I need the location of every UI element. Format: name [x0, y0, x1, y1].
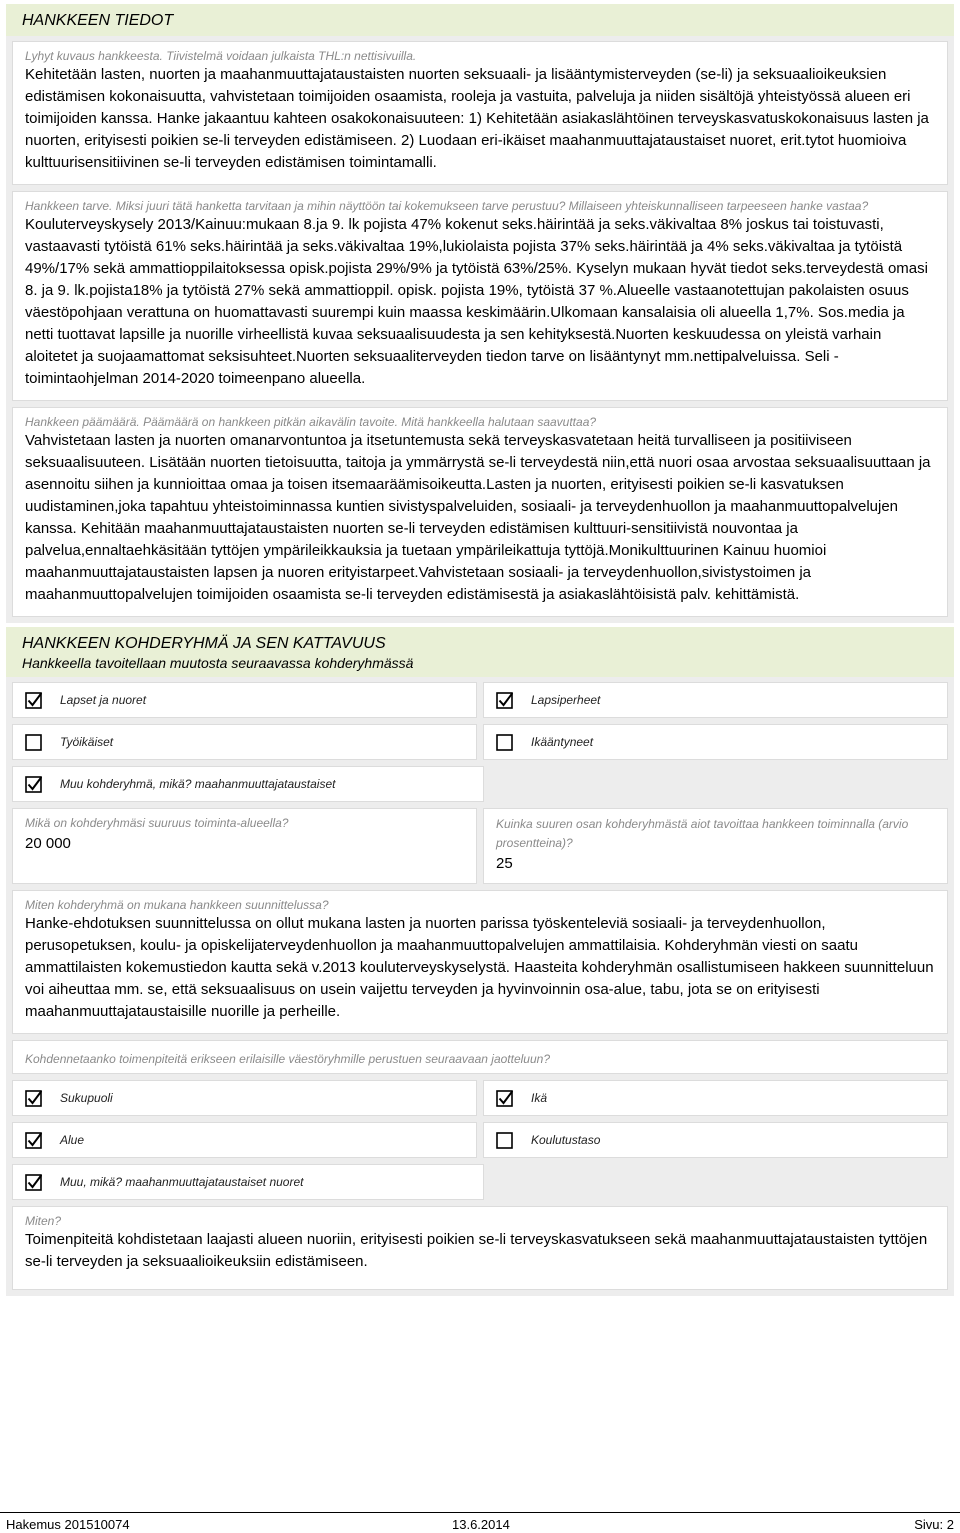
checkbox-label: Työikäiset	[60, 735, 114, 749]
section-header-kohderyhma	[6, 627, 954, 677]
group-muu[interactable]	[12, 1164, 484, 1200]
goal-field	[12, 407, 948, 617]
summary-field	[12, 41, 948, 185]
groups-label: Kohdennetaanko toimenpiteitä erikseen erilaisille väestöryhmille perustuen seuraavaan jaotteluun?	[25, 1052, 550, 1066]
checkbox-empty-icon[interactable]	[25, 734, 42, 751]
target-reach-label: Kuinka suuren osan kohderyhmästä aiot tavoittaa hankkeen toiminnalla (arvio prosentteina)?	[496, 817, 909, 850]
target-reach-field	[483, 808, 948, 884]
target-tyoikaiset[interactable]	[12, 724, 477, 760]
checkbox-checked-icon[interactable]	[25, 692, 42, 709]
section-body-kohderyhma	[6, 677, 954, 1296]
checkbox-checked-icon[interactable]	[25, 1174, 42, 1191]
footer-application-id: Hakemus 201510074	[6, 1517, 130, 1532]
target-size-field	[12, 808, 477, 884]
need-field	[12, 191, 948, 401]
section-title: HANKKEEN KOHDERYHMÄ JA SEN KATTAVUUS	[22, 635, 386, 652]
footer-page-number: Sivu: 2	[914, 1517, 954, 1532]
goal-text: Vahvistetaan lasten ja nuorten omanarvontuntoa ja itsetuntemusta sekä terveyskasvatetaan heitä turvalliseen ja positiiviseen seksuaalisuuteen. Lisätään nuorten tietoisuutta, taitoja ja ymmärrystä se-li terveydestä niin,että nuori osaa arvostaa seksuaalisuuttaan ja asennoitu siihen ja kunnioittaa omaa ja toisen itsemaaräämisoikeutta.Lasten ja nuorten, erityisesti poikien se-li kasvatuksen uudistaminen,joka tapahtuu yhteistoiminnassa kuntien sivistyspalveluiden, sosiaali- ja terveydenhuollon ja maahanmuuttopalvelujen kanssa. Kehitään maahanmuuttajataustaisten nuorten se-li terveyden edistämisen kulttuuri-sensitiivistä nouvontaa ja palvelua,ennaltaehkäsitään tyttöjen ympärileikkauksia ja tuetaan ympärileikattuja tyttöjä.Monikulttuurinen Kainuu huomioi maahanmuuttajataustaisten lapsen ja nuoren erityistarpeet.Vahvistetaan sosiaali- ja terveydenhuollon,sivistystoimen ja maahanmuuttopalvelujen toimijoiden osaamista se-li terveyden edistämisestä ja asiakaslähtöisistä palv. kehittämistä.	[25, 432, 931, 603]
how-field	[12, 1206, 948, 1290]
target-size-value: 20 000	[25, 835, 71, 852]
checkbox-empty-icon[interactable]	[496, 1132, 513, 1149]
goal-label: Hankkeen päämäärä. Päämäärä on hankkeen pitkän aikavälin tavoite. Mitä hankkeella halutaan saavuttaa?	[25, 415, 597, 429]
checkbox-empty-icon[interactable]	[496, 734, 513, 751]
page-footer	[0, 1512, 960, 1533]
target-size-label: Mikä on kohderyhmäsi suuruus toiminta-alueella?	[25, 816, 289, 830]
how-text: Toimenpiteitä kohdistetaan laajasti alueen nuoriin, erityisesti poikien se-li terveyskasvatukseen sekä maahanmuuttajataustaisten tyttöjen se-li terveyden ja seksuaalioikeuksiin edistämiseen.	[25, 1231, 928, 1270]
target-lapsiperheet[interactable]	[483, 682, 948, 718]
group-sukupuoli[interactable]	[12, 1080, 477, 1116]
section-title: HANKKEEN TIEDOT	[22, 12, 174, 29]
group-koulutustaso[interactable]	[483, 1122, 948, 1158]
planning-field	[12, 890, 948, 1034]
target-muu-kohderyhma[interactable]	[12, 766, 484, 802]
checkbox-label: Alue	[60, 1133, 85, 1147]
target-reach-value: 25	[496, 855, 513, 872]
target-ikaantyneet[interactable]	[483, 724, 948, 760]
checkbox-checked-icon[interactable]	[25, 776, 42, 793]
need-text: Kouluterveyskysely 2013/Kainuu:mukaan 8.ja 9. lk pojista 47% kokenut seks.häirintää ja seks.väkivaltaa 8% joskus tai toistuvasti, vastaavasti tytöistä 61% seks.häirintää ja seks.väkivaltaa 19%,lukiolaista pojista 37% seks.häirintää ja 4% seks.väkivaltaa ja tytöistä 49%/17% sekä ammattioppilaitoksessa opisk.pojista 29%/9% ja tytöistä 63%/25%. Kyselyn mukaan hyvät tiedot seks.terveydestä omasi 8. ja 9. lk.pojista18% ja tytöistä 27% sekä ammattioppil. opisk. pojista 19%, tytöistä 37 %.Alueelle vastaanotettujan pakolaisten osuus väestöpohjaan verattuna on huomattavasti suurempi kuin maassa keskimäärin.Ulkomaan kansalaisia oli alueella 1,7%. Sos.media ja netti tuottavat lapsille ja nuorille virheellistä kuvaa seksuaalisuudesta ja sen kehityksestä.Nuorten keskuudessa on yleistä varhain aloitetet ja suojaamattomat seksisuhteet.Nuorten seksuaaliterveyden tiedon tarve on lisääntynyt mm.nettipalveluissa. Seli -toimintaohjelman 2014-2020 toimeenpano alueella.	[25, 216, 928, 387]
footer-date: 13.6.2014	[452, 1517, 510, 1532]
checkbox-label: Ikä	[531, 1091, 548, 1105]
target-lapset-ja-nuoret[interactable]	[12, 682, 477, 718]
how-label: Miten?	[25, 1214, 62, 1228]
section-header-hankkeen-tiedot	[6, 4, 954, 36]
checkbox-label: Koulutustaso	[531, 1133, 601, 1147]
checkbox-label: Ikääntyneet	[531, 735, 594, 749]
group-ika[interactable]	[483, 1080, 948, 1116]
checkbox-checked-icon[interactable]	[25, 1090, 42, 1107]
checkbox-label: Lapsiperheet	[531, 693, 601, 707]
checkbox-label: Muu, mikä? maahanmuuttajataustaiset nuoret	[60, 1175, 304, 1189]
need-label: Hankkeen tarve. Miksi juuri tätä hanketta tarvitaan ja mihin näyttöön tai kokemukseen tarve perustuu? Millaiseen yhteiskunnalliseen tarpeeseen hanke vastaa?	[25, 199, 869, 213]
section-body-hankkeen-tiedot	[6, 36, 954, 623]
summary-label: Lyhyt kuvaus hankkeesta. Tiivistelmä voidaan julkaista THL:n nettisivuilla.	[25, 49, 417, 63]
groups-question-field	[12, 1040, 948, 1074]
planning-text: Hanke-ehdotuksen suunnittelussa on ollut mukana lasten ja nuorten parissa työskenteleviä sosiaali- ja terveydenhuollon, perusopetuksen, koulu- ja opiskelijaterveydenhuollon ja maahanmuuttopalvelujen ammattilaisia. Kohderyhmän viesti on saatu ammattilaisten kokemustiedon kautta sekä v.2013 kouluterveyskyselystä. Haasteita kohderyhmän osallistumiseen hakkeen suunnitteluun voi aiheuttaa mm. se, että seksuaalisuus on usein vaijettu terveyden ja hyvinvoinnin osa-alue, tabu, jota se on erityisesti maahanmuuttajataustaisille nuorille ja perheille.	[25, 915, 934, 1020]
planning-label: Miten kohderyhmä on mukana hankkeen suunnittelussa?	[25, 898, 329, 912]
checkbox-checked-icon[interactable]	[25, 1132, 42, 1149]
checkbox-label: Lapset ja nuoret	[60, 693, 147, 707]
section-subtitle: Hankkeella tavoitellaan muutosta seuraavassa kohderyhmässä	[22, 655, 414, 671]
summary-text: Kehitetään lasten, nuorten ja maahanmuuttajataustaisten nuorten seksuaali- ja lisääntymisterveyden (se-li) ja seksuaalioikeuksien edistämisen kokonaisuutta, vahvistetaan toimijoiden osaamista, rooleja ja vastuita, palveluja ja niiden sisältöjä yhteistyössä alueen eri toimijoiden kanssa. Hanke jakaantuu kahteen osakokonaisuuteen: 1) Kehitetään asiakaslähtöinen terveyskasvatuskokonaisuus lasten ja nuorten, erityisesti poikien se-li terveyden edistämiseen. 2) Luodaan eri-ikäiset maahanmuuttajataustaiset nuoret, erit.tytot huomioiva kulttuurisensitiivinen se-li terveyden edistämisen toimintamalli.	[25, 66, 929, 171]
checkbox-checked-icon[interactable]	[496, 692, 513, 709]
checkbox-checked-icon[interactable]	[496, 1090, 513, 1107]
checkbox-label: Sukupuoli	[60, 1091, 113, 1105]
group-alue[interactable]	[12, 1122, 477, 1158]
checkbox-label: Muu kohderyhmä, mikä? maahanmuuttajataustaiset	[60, 777, 336, 791]
